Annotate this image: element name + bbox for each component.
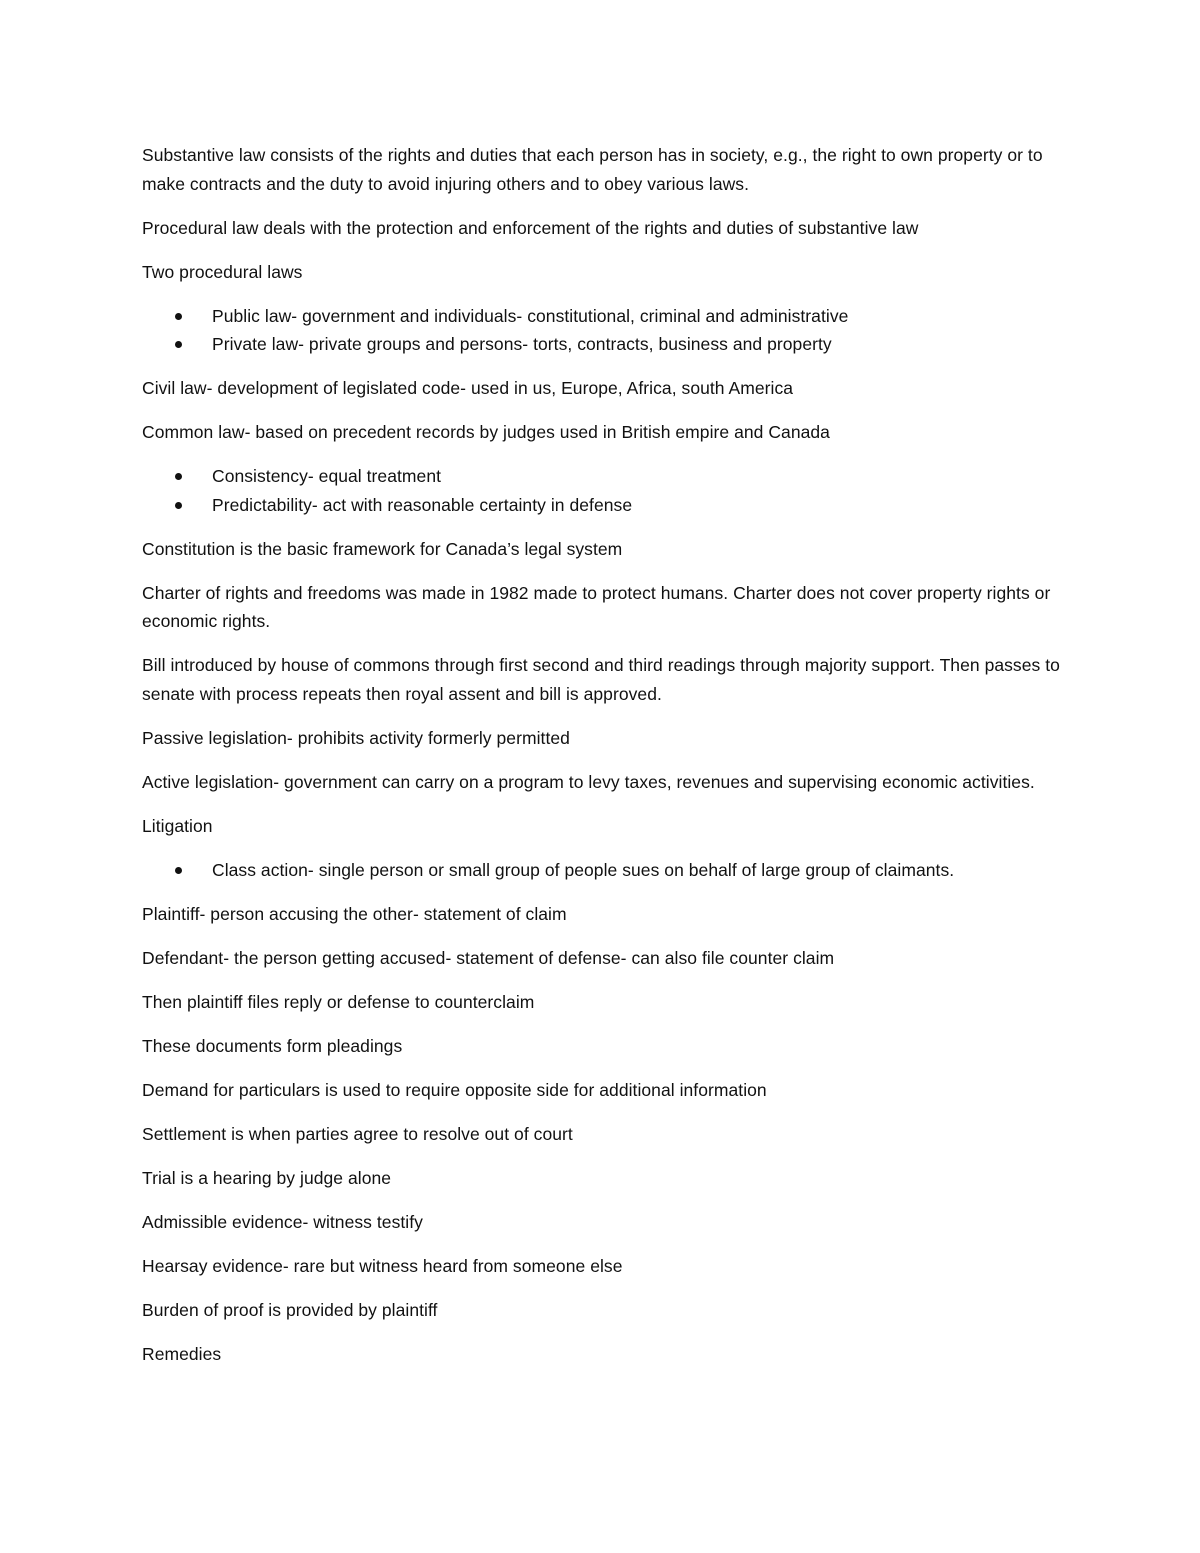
list-item-text: Predictability- act with reasonable certainty in defense <box>212 494 633 515</box>
paragraph-civil-law: Civil law- development of legislated code- used in us, Europe, Africa, south America <box>142 378 794 398</box>
paragraph-settlement: Settlement is when parties agree to resolve out of court <box>142 1123 573 1144</box>
paragraph-passive-legislation: Passive legislation- prohibits activity formerly permitted <box>142 727 570 748</box>
list-item <box>142 302 1072 331</box>
paragraph-two-procedural-laws: Two procedural laws <box>142 261 303 282</box>
bullet-icon <box>175 313 182 320</box>
paragraph-bill: Bill introduced by house of commons through first second and third readings through majority support. Then passes to senate with process repeats then royal assent and bill is approved. <box>142 655 1060 704</box>
document-body <box>142 141 1072 1384</box>
paragraph-burden-of-proof: Burden of proof is provided by plaintiff <box>142 1299 438 1320</box>
list-item-text: Public law- government and individuals- constitutional, criminal and administrative <box>212 305 849 326</box>
bullet-list-common-law <box>142 462 1072 519</box>
bullet-icon <box>175 867 182 874</box>
list-item <box>142 856 1072 885</box>
paragraph-procedural-law: Procedural law deals with the protection and enforcement of the rights and duties of substantive law <box>142 217 919 238</box>
bullet-icon <box>175 473 182 480</box>
paragraph-hearsay-evidence: Hearsay evidence- rare but witness heard from someone else <box>142 1255 623 1276</box>
list-item <box>142 491 1072 520</box>
paragraph-particulars: Demand for particulars is used to require opposite side for additional information <box>142 1079 767 1100</box>
list-item-text: Class action- single person or small group of people sues on behalf of large group of claimants. <box>212 859 955 880</box>
paragraph-trial: Trial is a hearing by judge alone <box>142 1167 392 1188</box>
bullet-icon <box>175 502 182 509</box>
paragraph-pleadings: These documents form pleadings <box>142 1035 403 1056</box>
bullet-list-litigation <box>142 856 1072 885</box>
paragraph-remedies: Remedies <box>142 1343 222 1364</box>
bullet-list-procedural-laws <box>142 302 1072 359</box>
paragraph-admissible-evidence: Admissible evidence- witness testify <box>142 1211 423 1232</box>
paragraph-litigation: Litigation <box>142 815 213 836</box>
paragraph-constitution: Constitution is the basic framework for Canada’s legal system <box>142 538 623 559</box>
paragraph-active-legislation: Active legislation- government can carry on a program to levy taxes, revenues and supervising economic activities. <box>142 771 1035 792</box>
list-item-text: Private law- private groups and persons- torts, contracts, business and property <box>212 334 832 354</box>
paragraph-charter: Charter of rights and freedoms was made in 1982 made to protect humans. Charter does not cover property rights or economic rights. <box>142 582 1051 631</box>
list-item <box>142 462 1072 491</box>
list-item-text: Consistency- equal treatment <box>212 466 442 486</box>
bullet-icon <box>175 341 182 348</box>
paragraph-defendant: Defendant- the person getting accused- statement of defense- can also file counter claim <box>142 947 835 968</box>
paragraph-reply: Then plaintiff files reply or defense to counterclaim <box>142 991 535 1012</box>
paragraph-plaintiff: Plaintiff- person accusing the other- statement of claim <box>142 903 567 924</box>
paragraph-substantive-law: Substantive law consists of the rights and duties that each person has in society, e.g., the right to own property or to make contracts and the duty to avoid injuring others and to obey various laws. <box>142 145 1043 194</box>
list-item <box>142 330 1072 359</box>
paragraph-common-law: Common law- based on precedent records by judges used in British empire and Canada <box>142 422 830 442</box>
